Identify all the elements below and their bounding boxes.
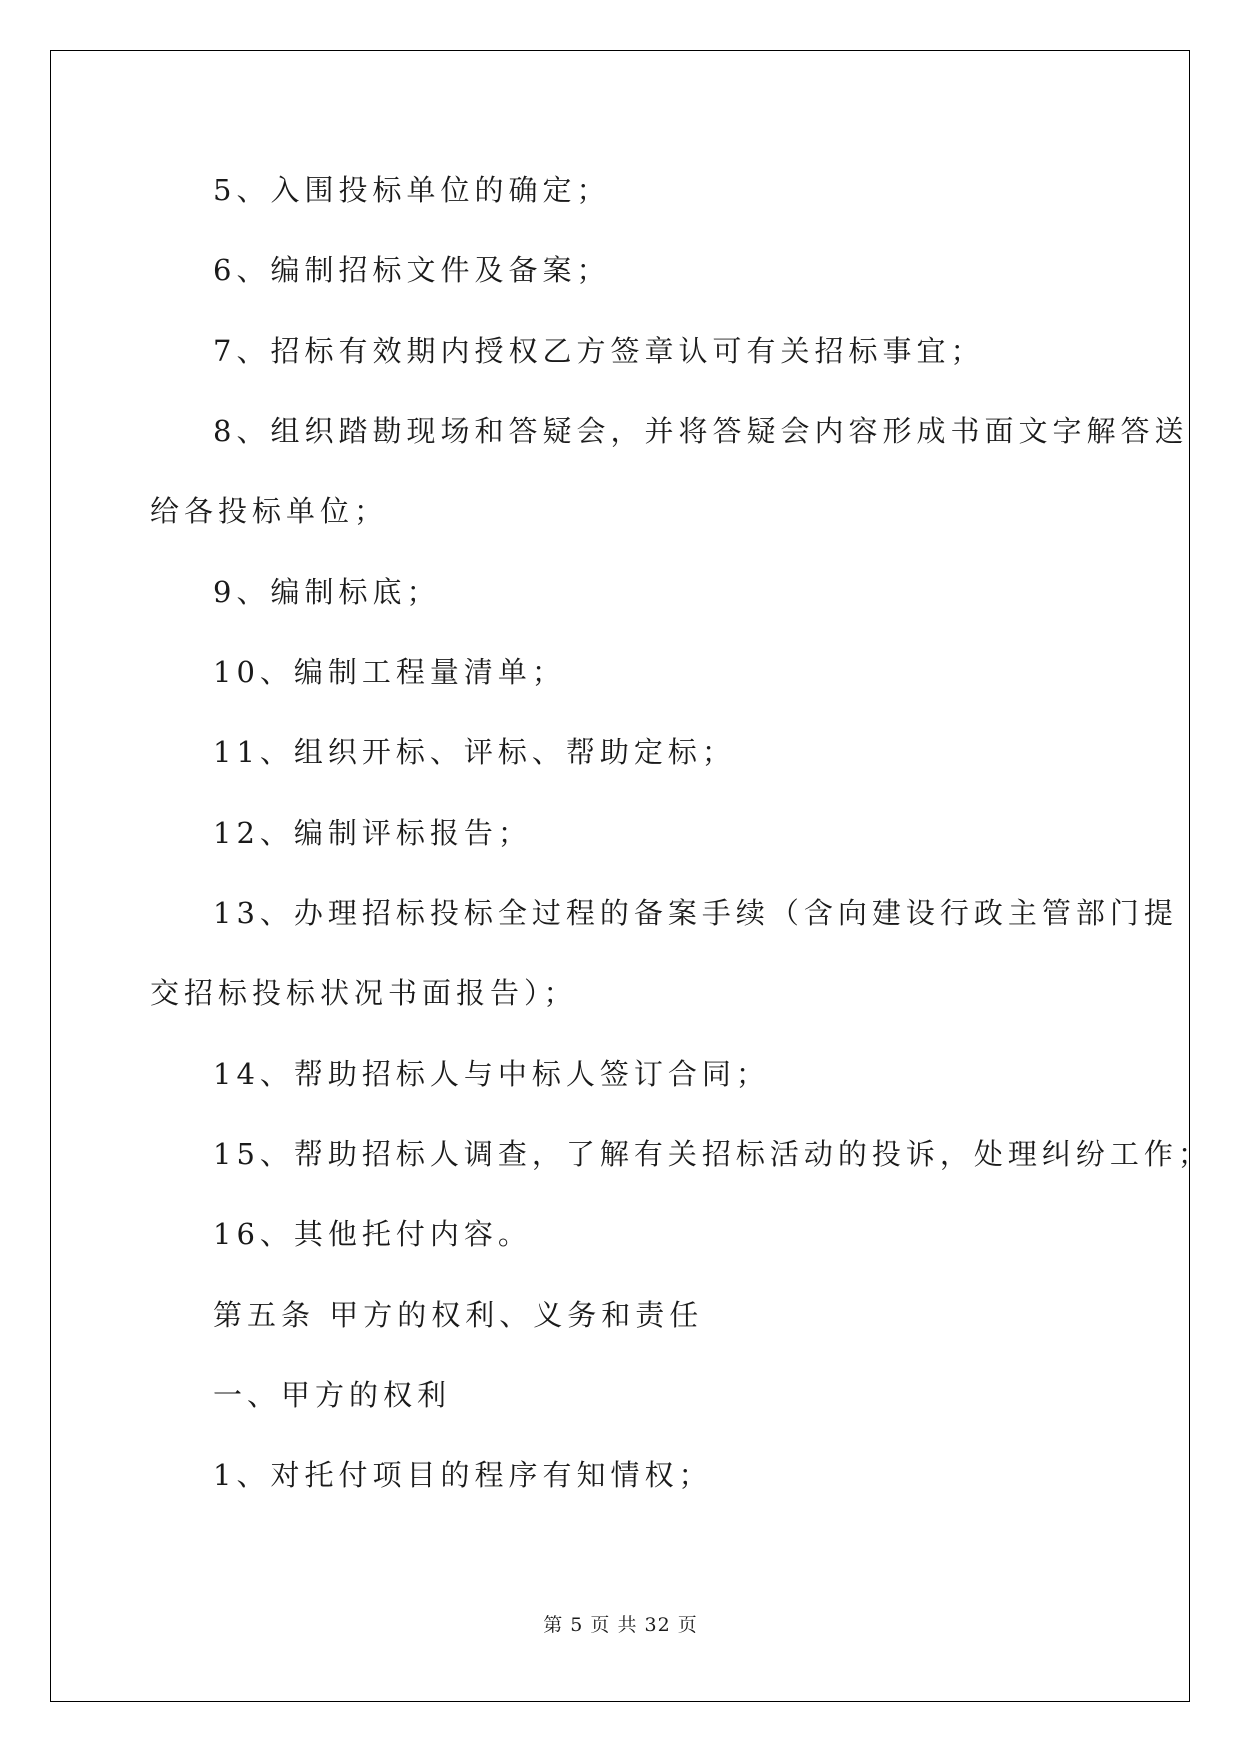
list-item: 7、招标有效期内授权乙方签章认可有关招标事宜； (213, 334, 985, 368)
list-item: 16、其他托付内容。 (213, 1217, 532, 1251)
section-heading: 第五条 甲方的权利、义务和责任 (213, 1298, 704, 1332)
list-item: 6、编制招标文件及备案； (213, 253, 611, 287)
list-item-continuation: 交招标投标状况书面报告）； (150, 976, 578, 1010)
list-item: 15、帮助招标人调查，了解有关招标活动的投诉，处理纠纷工作； (213, 1137, 1212, 1171)
list-item: 12、编制评标报告； (213, 816, 532, 850)
list-item: 9、编制标底； (213, 575, 441, 609)
list-item: 5、入围投标单位的确定； (213, 173, 611, 207)
list-item: 11、组织开标、评标、帮助定标； (213, 735, 736, 769)
list-item: 10、编制工程量清单； (213, 655, 566, 689)
list-item-continuation: 给各投标单位； (150, 494, 389, 528)
page-number-footer: 第 5 页 共 32 页 (543, 1614, 698, 1636)
list-item: 13、办理招标投标全过程的备案手续（含向建设行政主管部门提 (213, 896, 1178, 930)
list-item: 14、帮助招标人与中标人签订合同； (213, 1057, 770, 1091)
list-item: 8、组织踏勘现场和答疑会，并将答疑会内容形成书面文字解答送 (213, 414, 1189, 448)
subsection-heading: 一、甲方的权利 (213, 1378, 452, 1412)
list-item: 1、对托付项目的程序有知情权； (213, 1458, 713, 1492)
